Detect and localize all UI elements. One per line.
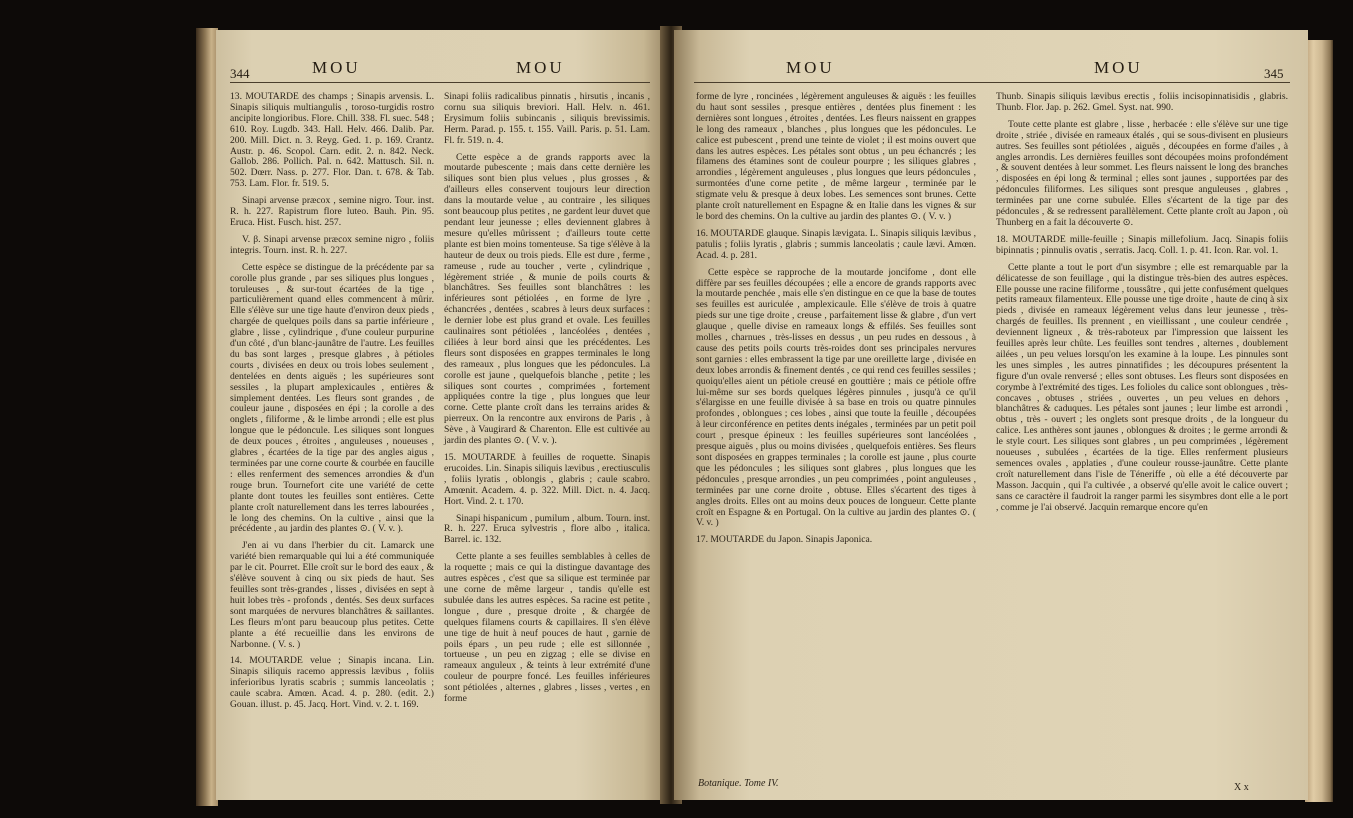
paragraph: 17. MOUTARDE du Japon. Sinapis Japonica. <box>696 534 873 546</box>
running-head: MOU <box>786 58 835 77</box>
running-head-col2: MOU <box>1094 58 1143 77</box>
paragraph: 15. MOUTARDE à feuilles de roquette. Sinapis erucoides. Lin. Sinapis siliquis lævibus , erectiusculis , foliis lyratis , oblongis , glabris ; caule scabro. Amœnit. Academ. 4. p. 322. Mill. Dict. n. 4. Jacq. Hort. Vind. 2. t. 170. <box>444 452 650 507</box>
right-page <box>674 30 1308 800</box>
paragraph: Cette plante a tout le port d'un sisymbre ; elle est remarquable par la délicatesse de son feuillage , qui la distingue très-bien des autres espèces. Elle pousse une racine filiforme , toussâtre , qui jette confusément quelques petits rameaux filamenteux. Elle pousse une tige droite , haute de cinq à six pieds , divisée en rameaux légèrement velus dans leur jeunesse , très-chargés de feuilles. Ils prennent , en vieillissant , une couleur cendrée , deviennent ligneux , & très-raboteux par l'impression que laissent les feuilles après leur chûte. Les feuilles sont tendres , alternes , doublement ailées , un peu velues lorsqu'on les examine à la loupe. Les pinnules sont les unes simples , les autres pinnatifides ; les découpures présentent la figure d'un ovale renversé ; elles sont obtuses. Les fleurs sont disposées en corymbe à l'extrémité des tiges. Les folioles du calice sont oblongues , très-concaves , obtuses , striées , ouvertes , un peu velues en dehors , blanchâtres & caduques. Les pétales sont jaunes ; leur limbe est arrondi , obtus , très - ouvert ; les onglets sont presque droits , de la longueur du calice. Les anthères sont jaunes , oblongues & droites ; le germe arrondi & le style court. Les siliques sont glabres , un peu comprimées , légèrement noueuses , subulées , écartées de la tige. Elles renferment plusieurs semences ovales , applaties , d'une couleur rousse-jaunâtre. Cette plante croît naturellement dans l'isle de Téneriffe , où elle a été découverte par Masson. Jacquin , qui l'a cultivée , a observé qu'elle avoit le calice ouvert ; sans ce caractère il faudroit la ranger parmi les sisymbres dont elle a le port , comme je l'ai observé. Jacquin remarque encore qu'en <box>996 261 1288 513</box>
paragraph: Sinapi foliis radicalibus pinnatis , hirsutis , incanis , cornu sua siliquis breviori. Hall. Helv. n. 461. Erysimum foliis subincanis , siliquis brevissimis. Herm. Parad. p. 155. t. 155. Vaill. Paris. p. 51. Lam. Fl. fr. 519. n. 4. <box>444 91 650 146</box>
header-rule <box>230 82 650 83</box>
paragraph: Cette plante a ses feuilles semblables à celles de la roquette ; mais ce qui la distingue davantage des autres espèces , c'est que sa silique est terminée par une corne de même largeur , tandis qu'elle est subulée dans les autres espèces. Sa racine est petite , longue , dure , presque droite , & chargée de quelques filamens courts & capillaires. Il s'en élève une tige de huit à neuf pouces de haut , garnie de poils épars , un peu rude ; elle est sillonnée , tortueuse , un peu en zigzag ; elle se divise en rameaux anguleux , & teints à leur extrémité d'une couleur de pourpre foncé. Les feuilles inférieures sont pétiolées , alternes , glabres , lisses , vertes , en forme <box>444 551 650 705</box>
column-2 <box>444 92 650 711</box>
paragraph: 18. MOUTARDE mille-feuille ; Sinapis millefolium. Jacq. Sinapis foliis bipinnatis ; pinnulis ovatis , serratis. Jacq. Coll. 1. p. 41. Icon. Rar. vol. 1. <box>996 233 1288 256</box>
running-head-col2: MOU <box>516 58 565 77</box>
column-1 <box>696 92 976 552</box>
left-page-edges <box>196 28 218 806</box>
paragraph: forme de lyre , roncinées , légèrement anguleuses & aiguës : les feuilles du haut sont sessiles , presque entières , dentées plus finement : les dernières sont longues , étroites , dentées. Les fleurs naissent en grappes le long des rameaux , blanches , plus longues que les pédoncules. Le calice est pubescent , prend une teinte de violet ; il est moins ouvert que dans les autres espèces. Les pétales sont obtus , un peu échancrés ; les filamens des étamines sont de couleur pourpre ; les siliques glabres , arrondies , légèrement anguleuses , plus longues que leurs pédoncules , surmontées d'une corne petite , de même largeur , terminée par le stigmate velu & presque à deux lobes. Les semences sont brunes. Cette plante croît naturellement en Espagne & en Italie dans les vignes & sur le bord des chemins. On la cultive au jardin des plantes ⊙. ( V. v. ) <box>696 91 976 222</box>
paragraph: Toute cette plante est glabre , lisse , herbacée : elle s'élève sur une tige droite , striée , divisée en rameaux étalés , qui se sous-divisent en plusieurs autres. Ses feuilles sont pétiolées , aiguës , découpées en forme d'ailes , à angles arrondis. Les dernières feuilles sont découpées moins profondément , & souvent dentées à leur sommet. Les fleurs naissent le long des branches , disposées en épi long & terminal ; elles sont jaunes , supportées par des pédoncules filiformes. Les siliques sont presque anguleuses , glabres , terminées par une corne subulée. Elles s'écartent de la tige par des pédoncules , & se redressent parallèlement. Cette plante croît au Japon , où Thunberg en a fait la découverte ⊙. <box>996 118 1288 228</box>
paragraph: Cette espèce a de grands rapports avec la moutarde pubescente ; mais dans cette dernière les siliques sont bien plus velues , plus grosses , & d'ailleurs elles conservent toujours leur direction dans la moutarde velue , au contraire , les siliques sont beaucoup plus petites , ne gardent leur duvet que pendant leur jeunesse ; elles deviennent glabres à mesure qu'elles mûrissent ; d'ailleurs toute cette plante est bien moins tomenteuse. Sa tige s'élève à la hauteur de deux ou trois pieds. Elle est dure , ferme , rameuse , rude au toucher , verte , cylindrique , légèrement striée , & munie de poils courts & blanchâtres. Ses feuilles sont blanchâtres : les inférieures sont pétiolées , en forme de lyre , échancrées , dentées , scabres à leurs deux surfaces : le dernier lobe est plus grand et ovale. Les feuilles caulinaires sont pétiolées , lancéolées , dentées , ciliées à leur bord ainsi que les précédentes. Les fleurs sont disposées en grappes terminales le long des rameaux , plus longues que les pédoncules. La corolle est jaune , quelquefois blanche , petite ; les siliques sont courtes , comprimées , fortement appliquées contre la tige , plus longues que leur corne. Cette plante croît dans les terrains arides & pierreux. On la rencontre aux environs de Paris , à Sève , à Vaugirard & Charenton. Elle est cultivée au jardin des plantes ⊙. ( V. v. ). <box>444 151 650 447</box>
paragraph: Sinapi arvense præcox , semine nigro. Tour. inst. R. h. 227. Rapistrum flore luteo. Bauh. Pin. 95. Eruca. Hist. Fusch. hist. 257. <box>230 195 434 228</box>
header-rule <box>694 82 1290 83</box>
paragraph: 13. MOUTARDE des champs ; Sinapis arvensis. L. Sinapis siliquis multiangulis , toroso-turgidis rostro ancipite longioribus. Flore. Chill. 338. Fl. suec. 548 ; 610. Roy. Lugdb. 343. Hall. Helv. 466. Dalib. Par. 200. Mill. Dict. n. 3. Reyg. Ged. 1. p. 169. Crantz. Austr. p. 46. Scopol. Carn. edit. 2. n. 842. Neck. Gallob. 286. Pollich. Pal. n. 642. Mattusch. Sil. n. 502. Dœrr. Nass. p. 277. Flor. Dan. t. 678. & Tab. 753. Lam. Flor. fr. 519. 5. <box>230 91 434 190</box>
left-page <box>216 30 666 800</box>
paragraph: 16. MOUTARDE glauque. Sinapis lævigata. L. Sinapis siliquis lævibus , patulis ; foliis lyratis , glabris ; summis lanceolatis ; caule lævi. Amœn. Acad. 4. p. 281. <box>696 227 976 261</box>
page-number: 344 <box>230 66 250 81</box>
paragraph: Cette espèce se rapproche de la moutarde joncifome , dont elle diffère par ses feuilles découpées ; elle a encore de grands rapports avec la moutarde penchée , mais elle s'en distingue en ce que la base de toutes ses feuilles est auriculée , amplexicaule. Elle s'élève de trois à quatre pieds sur une tige droite , creuse , parfaitement lisse & glabre , d'un vert glauque , quelle divise en rameaux longs & effilés. Ses feuilles sont molles , charnues , très-lisses en dessus , un peu rudes en dessous , à cause des petits poils courts très-roides dont ses principales nervures sont garnies : elles embrassent la tige par une oreillette large , divisée en deux lobes arrondis & finement dentés , ce qui rend ces feuilles sessiles ; quoiqu'elles aient un pétiole creusé en gouttière ; mais ce pétiole offre lui-même sur ses bords quelques légères pinnules , jusqu'à ce qu'il s'élargisse en une feuille divisée à sa base en trois ou quatre pinnules profondes , oblongues ; ces lobes , ainsi que toute la feuille , découpées à leur circonférence en petites dents inégales , terminées par un petit poil court , presque épineux : les feuilles supérieures sont lancéolées , presque aiguës , plus ou moins divisées , quelquefois entières. Ses fleurs sont disposées en grappes terminales ; la corolle est jaune , plus courte que les pédoncules ; les siliques sont glabres , plus longues que les pédoncules , presque arrondies , un peu comprimées , point anguleuses , terminées par une corne droite , obtuse. Elles s'écartent des tiges à angles droits. Elles ont au moins deux pouces de longueur. Cette plante croît en Espagne & en Portugal. On la cultive au jardin des plantes ⊙. ( V. v. ) <box>696 266 976 529</box>
paragraph: J'en ai vu dans l'herbier du cit. Lamarck une variété bien remarquable qui lui a été communiquée par le cit. Pourret. Elle croît sur le bord des eaux , & s'élève souvent à cinq ou six pieds de haut. Ses feuilles sont très-grandes , lisses , divisées en sept à huit lobes très - profonds , dentés. Ses deux surfaces sont marquées de nervures blanchâtres & saillantes. Les fleurs m'ont paru beaucoup plus petites. Cette plante a été recueillie dans les environs de Narbonne. ( V. s. ) <box>230 540 434 650</box>
page-number: 345 <box>1264 66 1284 81</box>
column-2 <box>996 92 1288 520</box>
signature-mark: Botanique. Tome IV. <box>698 778 779 789</box>
catchword: X x <box>1234 782 1249 793</box>
paragraph: Thunb. Sinapis siliquis lævibus erectis , foliis incisopinnatisidis , glabris. Thunb. Flor. Jap. p. 262. Gmel. Syst. nat. 990. <box>996 91 1288 113</box>
paragraph: V. β. Sinapi arvense præcox semine nigro , foliis integris. Tourn. inst. R. h. 227. <box>230 233 434 256</box>
column-1 <box>230 92 434 717</box>
paragraph: Cette espèce se distingue de la précédente par sa corolle plus grande , par ses siliques plus longues , toruleuses , & sur-tout écartées de la tige , particulièrement quand elles commencent à mûrir. Elle s'élève sur une tige haute d'environ deux pieds , chargée de quelques poils dans sa partie inférieure , glabre , lisse , cylindrique , d'une couleur purpurine d'un côté , d'un blanc-jaunâtre de l'autre. Les feuilles du bas sont larges , presque glabres , à pétioles courts , divisées en deux ou trois lobes seulement , dentelées en dents aiguës ; les supérieures sont sessiles , la plupart amplexicaules , entières & simplement dentées. Les fleurs sont grandes , de couleur jaune , disposées en épi ; la corolle a des onglets , filiforme , & le limbe arrondi ; elle est plus longue que le pédoncule. Les siliques sont longues de deux pouces , étroites , anguleuses , noueuses , glabres , écartées de la tige par des angles aigus , terminées par une corne courte & courbée en faucille : elles renferment des semences arrondies & d'un rouge brun. Tournefort cite une variété de cette plante dont toutes les feuilles sont entières. Cette plante croît naturellement dans les terres labourées , le long des chemins. On la cultive , ainsi que la précédente , au jardin des plantes ⊙. ( V. v. ). <box>230 261 434 535</box>
running-head: MOU <box>312 58 361 77</box>
paragraph: 14. MOUTARDE velue ; Sinapis incana. Lin. Sinapis siliquis racemo appressis lævibus , foliis inferioribus lyratis scabris ; summis lanceolatis ; caule scabra. Amœn. Acad. 4. p. 280. (edit. 2.) Gouan. illust. p. 45. Jacq. Hort. Vind. v. 2. t. 169. <box>230 655 434 711</box>
paragraph: Sinapi hispanicum , pumilum , album. Tourn. inst. R. h. 227. Eruca sylvestris , flore albo , italica. Barrel. ic. 132. <box>444 512 650 546</box>
right-page-edges <box>1305 40 1333 802</box>
